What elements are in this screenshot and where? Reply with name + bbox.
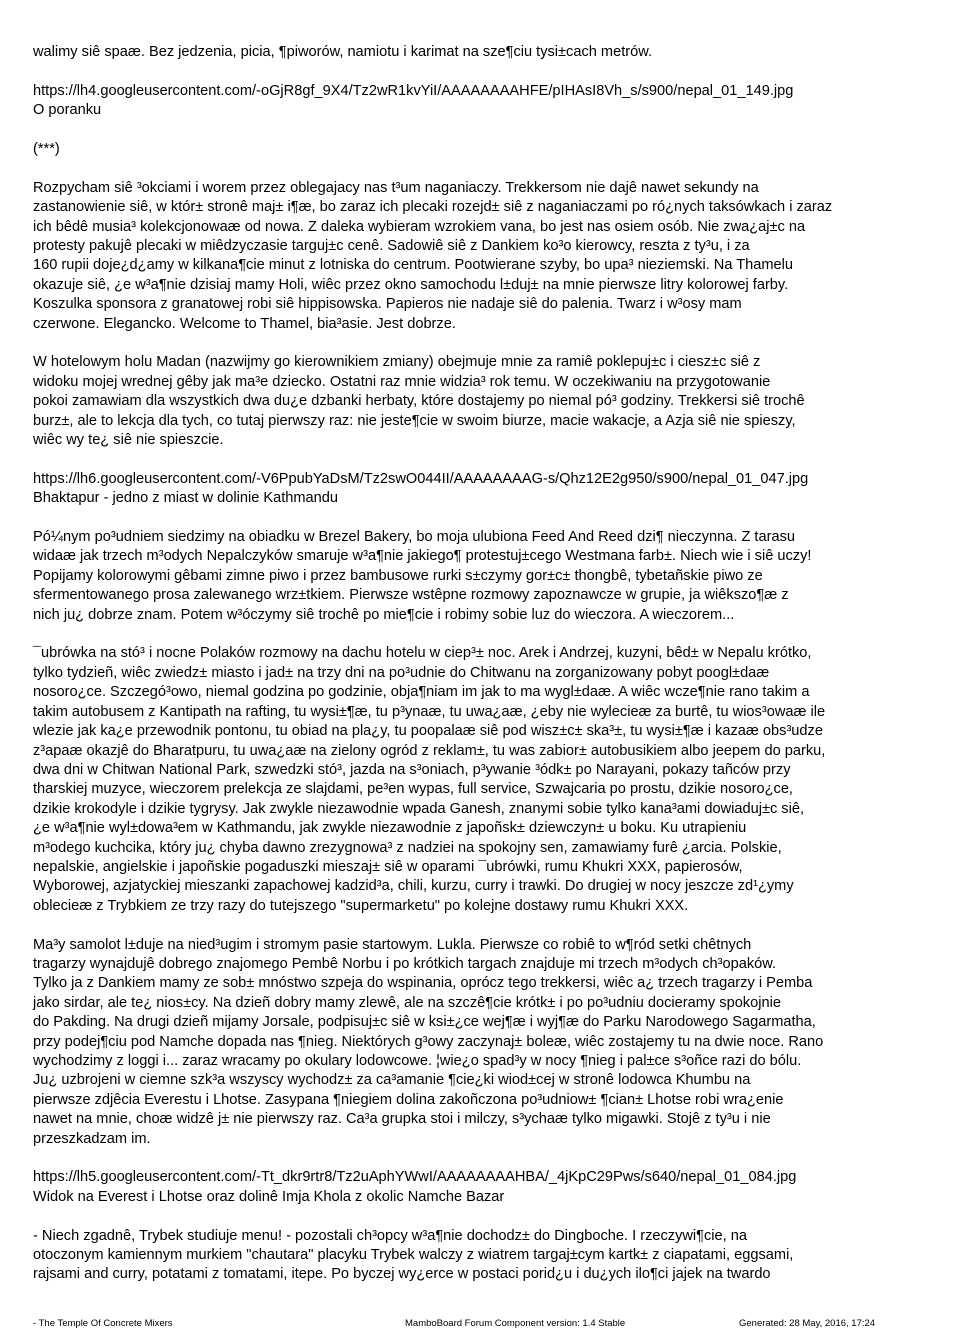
text-line: otoczonym kamiennym murkiem "chautara" placyku Trybek walczy z wiatrem targaj±cym kartk± z ciapatami, eggsami, [33,1247,794,1264]
image-caption-block [33,470,955,509]
text-line: Rozpycham siê ³okciami i worem przez oblegajacy nas t³um naganiaczy. Trekkersom nie dajê nawet sekundy na [33,179,759,196]
text-line: zastanowienie siê, w któr± stronê maj± i¶æ, bo zaraz ich plecaki rozejd± siê z naganiaczami po ró¿nych taksówkach i zaraz [33,199,833,216]
text-line: Koszulka sponsora z granatowej robi siê hippisowska. Papieros nie nadaje siê do palenia. Twarz i w³osy mam [33,296,742,313]
text-line: ¿e w³a¶nie wyl±dowa³em w Kathmandu, jak zwykle niezawodnie z japoñsk± dziewczyn± u boku. Ku utrapieniu [33,820,747,837]
text-line: dzikie krokodyle i dzikie tygrysy. Jak zwykle niezawodnie wpada Ganesh, znanymi sobie tylko kana³ami dowiaduj±c siê, [33,800,805,817]
text-line: wlezie jak ka¿e przewodnik pontonu, tu obiad na pla¿y, tu poopalaæ siê pod wisz±c± ska³±, tu wysi±¶æ i kazaæ obs³udze [33,723,823,740]
text-line: widaæ jak trzech m³odych Nepalczyków smaruje w³a¶nie jakiego¶ protestuj±cego Westmana farb±. Niech wie i siê uczy! [33,548,812,565]
text-line: Wyborowej, azjatyckiej mieszanki zapachowej kadzid³a, chili, kurzu, curry i trawki. Do drugiej w nocy jeszcze zd¹¿ymy [33,878,794,895]
text-line: ¯ubrówka na stó³ i nocne Polaków rozmowy na dachu hotelu w ciep³± noc. Arek i Andrzej, kuzyni, bêd± w Nepalu krótko, [33,645,812,662]
text-line: sfermentowanego prosa zalewanego wrz±tkiem. Pierwsze wstêpne rozmowy zapoznawcze w grupie, ja wiêkszo¶æ z [33,587,789,604]
text-line: nosoro¿ce. Szczegó³owo, niemal godzina po godzinie, obja¶niam im jak to ma wygl±daæ. A wiêc wcze¶nie rano takim a [33,684,810,701]
text-line: dwa dni w Chitwan National Park, szwedzki stó³, jazda na s³oniach, p³ywanie ³ódk± po Narayani, pokazy tañców przy [33,761,791,778]
section-marker: (***) [33,141,60,157]
text-line: tylko tydzieñ, wiêc zwiedz± miasto i jad± na trzy dni na po³udnie do Chitwanu na zorganizowany pobyt poogl±daæ [33,664,770,681]
image-url: https://lh4.googleusercontent.com/-oGjR8gf_9X4/Tz2wR1kvYiI/AAAAAAAAHFE/pIHAsI8Vh_s/s900/nepal_01_149.jpg [33,82,794,99]
text-line: tharskiej muzyce, wieczorem prelekcja ze slajdami, pe³en wypas, full service, Szwajcaria po prostu, dzikie nosoro¿ce, [33,781,793,798]
text-line: pokoi zamawiam dla wszystkich dwa du¿e dzbanki herbaty, które dostajemy po niemal pó³ godziny. Trekkersi siê trochê [33,393,805,410]
text-line: Popijamy kolorowymi gêbami zimne piwo i przez bambusowe rurki s±czymy gor±c± thongbê, tybetañskie piwo ze [33,567,763,584]
text-line: okazuje siê, ¿e w³a¶nie dzisiaj mamy Holi, wiêc przez okno samochodu l±duj± na mnie pierwsze litry kolorowej farby. [33,276,789,293]
text-line: widoku mojej wrednej gêby jak ma³e dziecko. Ostatni raz mnie widzia³ rok temu. W oczekiwaniu na przygotowanie [33,373,771,390]
paragraph-dingboche [33,1227,955,1285]
text-line: pierwsze zdjêcia Everestu i Lhotse. Zasypana ¶niegiem dolina zakoñczona po³udniow± ¶cian± Lhotse robi wra¿enie [33,1091,784,1108]
paragraph-bakery [33,528,955,625]
document-body [33,43,955,1304]
text-line: nepalskie, angielskie i japoñskie pogaduszki mieszaj± siê w oparami ¯ubrówki, rumu Khukri XXX, papierosów, [33,858,743,875]
image-caption-block [33,1168,955,1207]
text-line: jako sirdar, ale te¿ nios±cy. Na dzieñ dobry mamy zlewê, ale na szczê¶cie krótk± i po po³udniu docieramy spokojnie [33,994,781,1011]
text-line: walimy siê spaæ. Bez jedzenia, picia, ¶piworów, namiotu i karimat na sze¶ciu tysi±cach metrów. [33,44,653,60]
text-line: burz±, ale to lekcja dla tych, co tutaj pierwszy raz: nie jeste¶cie w swoim biurze, macie wakacje, a Azja siê nie spieszy, [33,412,796,429]
page-footer [33,1318,923,1330]
text-line: ich bêdê musia³ kolekcjonowaæ od nowa. Z daleka wybieram wzrokiem vana, bo jest nas osiem osób. Nie zwa¿aj±c na [33,218,806,235]
text-line: do Pakding. Na drugi dzieñ mijamy Jorsale, podpisuj±c siê w ksi±¿ce wej¶æ i wyj¶æ do Parku Narodowego Sagarmatha, [33,1014,816,1031]
footer-site-name: - The Temple Of Concrete Mixers [33,1318,173,1329]
text-line: z³apaæ okazjê do Bharatpuru, tu uwa¿aæ na zielony ogród z reklam±, tu was zabior± autobusikiem albo jeepem do parku, [33,742,826,759]
text-line: Pó¼nym po³udniem siedzimy na obiadku w Brezel Bakery, bo moja ulubiona Feed And Reed dzi¶ nieczynna. Z tarasu [33,529,795,546]
image-caption: Widok na Everest i Lhotse oraz dolinê Imja Khola z okolic Namche Bazar [33,1188,505,1205]
paragraph-rooftop [33,644,955,916]
footer-generated-date: Generated: 28 May, 2016, 17:24 [739,1318,876,1329]
image-caption: Bhaktapur - jedno z miast w dolinie Kathmandu [33,490,339,507]
text-line: nich ju¿ dobrze znam. Potem w³óczymy siê trochê po mie¶cie i robimy sobie luz do wieczora. A wieczorem... [33,606,735,623]
text-line: m³odego kuchcika, który ju¿ chyba dawno zrezygnowa³ z nadziei na spokojny sen, zamawiamy furê ¿arcia. Polskie, [33,839,782,856]
text-line: tragarzy wynajdujê dobrego znajomego Pembê Norbu i po krótkich targach znajduje mi trzech m³odych ch³opaków. [33,955,777,972]
paragraph-hotel [33,353,955,450]
image-caption: O poranku [33,102,102,119]
text-line: Ju¿ uzbrojeni w ciemne szk³a wszyscy wychodz± za ca³amanie ¶cie¿ki wiod±cej w stronê lodowca Khumbu na [33,1072,751,1089]
image-caption-block [33,82,955,121]
text-line: przy podej¶ciu pod Namche dopada nas ¶nieg. Niektórych g³owy zaczynaj± boleæ, wiêc zostajemy tu na dwie noce. Rano [33,1033,824,1050]
text-line: W hotelowym holu Madan (nazwijmy go kierownikiem zmiany) obejmuje mnie za ramiê poklepuj±c i ciesz±c siê z [33,354,761,371]
footer-component-version: MamboBoard Forum Component version: 1.4 Stable [405,1318,626,1329]
text-line: oblecieæ z Trybkiem ze trzy razy do tutejszego "supermarketu" po kolejne dostawy rumu Khukri XXX. [33,897,689,914]
image-url: https://lh5.googleusercontent.com/-Tt_dkr9rtr8/Tz2uAphYWwI/AAAAAAAAHBA/_4jKpC29Pws/s640/nepal_01_084.jpg [33,1169,797,1186]
paragraph-intro-end [33,43,955,62]
text-line: protesty pakujê plecaki w miêdzyczasie targuj±c cenê. Sadowiê siê z Dankiem ko³o kierowcy, reszta z ty³u, i za [33,238,750,255]
text-line: 160 rupii doje¿d¿amy w kilkana¶cie minut z lotniska do centrum. Pootwierane szyby, bo upa³ nieziemski. Na Thamelu [33,257,794,274]
text-line: takim autobusem z Kantipath na rafting, tu wysi±¶æ, tu p³ynaæ, tu uwa¿aæ, ¿eby nie wylecieæ za burtê, tu wios³owaæ ile [33,703,826,720]
text-line: przeszkadzam im. [33,1130,151,1147]
text-line: wiêc wy te¿ siê nie spieszcie. [33,432,224,449]
text-line: rajsami and curry, potatami z tomatami, itepe. Po byczej wy¿erce w postaci porid¿u i du¿ych ilo¶ci jajek na twardo [33,1266,771,1283]
text-line: wychodzimy z loggi i... zaraz wracamy po okulary lodowcowe. ¦wie¿o spad³y w nocy ¶nieg i pal±ce s³oñce razi do bólu. [33,1053,802,1069]
text-line: nawet na mnie, choæ widzê j± nie pierwszy raz. Ca³a grupka stoi i milczy, s³ychaæ tylko migawki. Stojê z ty³u i nie [33,1111,771,1128]
text-line: czerwone. Elegancko. Welcome to Thamel, bia³asie. Jest dobrze. [33,315,456,332]
text-line: - Niech zgadnê, Trybek studiuje menu! - pozostali ch³opcy w³a¶nie dochodz± do Dingboche. I rzeczywi¶cie, na [33,1227,747,1244]
paragraph-arrival [33,179,955,334]
text-line: Ma³y samolot l±duje na nied³ugim i stromym pasie startowym. Lukla. Pierwsze co robiê to w¶ród setki chêtnych [33,936,752,953]
text-line: Tylko ja z Dankiem mamy ze sob± mnóstwo szpeja do wspinania, oprócz tego trekkersi, wiêc a¿ trzech tragarzy i Pemba [33,975,813,992]
image-url: https://lh6.googleusercontent.com/-V6PpubYaDsM/Tz2swO044II/AAAAAAAAG-s/Qhz12E2g950/s900/nepal_01_047.jpg [33,470,809,487]
paragraph-lukla [33,936,955,1149]
section-separator [33,140,955,159]
